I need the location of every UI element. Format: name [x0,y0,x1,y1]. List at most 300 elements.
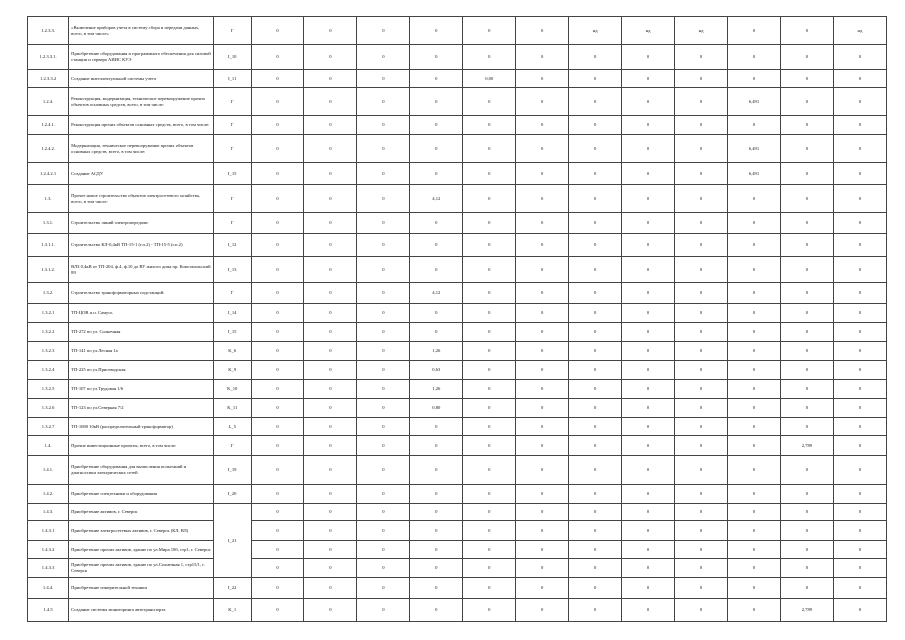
row-code: I_12 [213,234,251,257]
row-number: 1.4.4. [28,578,69,599]
value-cell: 0 [463,163,516,185]
value-cell: 0 [675,559,728,578]
row-code-merged: I_21 [213,504,251,578]
value-cell: 0 [675,399,728,418]
value-cell: 0 [251,342,304,361]
value-cell: 0 [622,342,675,361]
value-cell: 0 [410,456,463,485]
value-cell: 0 [780,380,833,399]
value-cell: 0 [516,559,569,578]
row-name: Строительство КЛ-0,4кВ ТП-15-1 (г.п.2) - ТП-15-5 (г.п.2) [69,234,214,257]
value-cell: 0 [622,185,675,213]
table-row [28,436,887,456]
value-cell: 0 [251,485,304,504]
value-cell: 0 [251,135,304,163]
value-cell: 0 [622,70,675,88]
row-name: Приобретение электросетевых активов, г. Северск (КЛ, ВЛ) [69,521,214,541]
value-cell: 0 [304,380,357,399]
value-cell: 0 [410,559,463,578]
value-cell: 0 [675,342,728,361]
value-cell: 0 [463,283,516,304]
row-name: «Включение приборов учета в систему сбора и передачи данных, всего, в том числе» [69,17,214,45]
row-number: 1.4.3.3 [28,559,69,578]
value-cell: 0 [357,541,410,559]
row-name: Строительство линий электропередачи: [69,213,214,234]
value-cell: 0 [780,234,833,257]
value-cell: 0 [780,17,833,45]
table-row [28,17,887,45]
value-cell: 0 [727,17,780,45]
value-cell: 0 [780,399,833,418]
value-cell: 0 [833,521,886,541]
value-cell: 0 [463,380,516,399]
row-number: 1.4.3.2 [28,541,69,559]
value-cell: 0 [251,185,304,213]
value-cell: 0 [463,116,516,135]
value-cell: 0 [304,599,357,622]
value-cell: 0 [622,135,675,163]
row-name: ТП-123 по ул.Северная 7/2 [69,399,214,418]
row-code: I_15 [213,163,251,185]
value-cell: 0 [251,257,304,283]
row-code: I_11 [213,70,251,88]
value-cell: 0 [410,116,463,135]
value-cell: 0 [357,185,410,213]
value-cell: 0 [833,418,886,436]
value-cell: 0 [727,257,780,283]
table-row [28,380,887,399]
row-number: 1.2.4.2.1 [28,163,69,185]
value-cell: 0 [251,88,304,116]
value-cell: 0 [833,185,886,213]
value-cell: 0 [780,135,833,163]
value-cell: 0 [780,541,833,559]
value-cell: 0 [780,70,833,88]
row-name: ТП-141 по ул.Лесная 1а [69,342,214,361]
table-row [28,213,887,234]
value-cell: 0 [727,70,780,88]
value-cell: 0 [251,213,304,234]
value-cell: 0 [727,504,780,521]
value-cell: 0 [622,283,675,304]
value-cell: 4,12 [410,185,463,213]
value-cell: 0 [833,361,886,380]
value-cell: 0 [516,380,569,399]
row-code: Г [213,135,251,163]
table-row [28,116,887,135]
value-cell: 0 [833,541,886,559]
value-cell: 0 [251,599,304,622]
row-code: L_5 [213,418,251,436]
value-cell: 0 [304,135,357,163]
table-row [28,485,887,504]
value-cell: 0 [251,70,304,88]
value-cell: 0 [569,456,622,485]
value-cell: 0 [357,213,410,234]
value-cell: 0 [304,323,357,342]
value-cell: 0 [304,304,357,323]
value-cell: 0 [622,380,675,399]
value-cell: 0 [410,504,463,521]
row-number: 1.3.1.2. [28,257,69,283]
value-cell: 0 [516,399,569,418]
value-cell: 0 [516,361,569,380]
value-cell: 0 [727,521,780,541]
row-name: Приобретение прочих активов, здание по ул.Солнечная 1, стр15/1, г. Северск [69,559,214,578]
value-cell: 0 [675,304,728,323]
value-cell: 0 [516,304,569,323]
value-cell: 0 [357,342,410,361]
value-cell: 0 [516,578,569,599]
value-cell: 0 [569,185,622,213]
value-cell: 0 [410,436,463,456]
value-cell: 0 [357,399,410,418]
value-cell: 0 [304,361,357,380]
row-number: 1.4.5 [28,599,69,622]
row-code: I_10 [213,45,251,70]
value-cell: 0 [516,485,569,504]
value-cell: 0 [463,399,516,418]
value-cell: 0 [780,185,833,213]
value-cell: 0 [675,70,728,88]
value-cell: 0 [410,88,463,116]
row-name: Создание АСДУ [69,163,214,185]
table-row [28,234,887,257]
row-name: ТП-107 по ул.Трудовая 1/6 [69,380,214,399]
row-code: Г [213,116,251,135]
table-row [28,541,887,559]
row-code: I_19 [213,456,251,485]
value-cell: 0 [622,436,675,456]
value-cell: 0 [569,116,622,135]
row-code: K_11 [213,399,251,418]
row-code: Г [213,283,251,304]
value-cell: 0 [727,380,780,399]
value-cell: 0 [251,304,304,323]
value-cell: 0 [727,436,780,456]
row-name: Приобретение активов, г. Северск [69,504,214,521]
row-code: K_10 [213,380,251,399]
value-cell: 0 [463,578,516,599]
value-cell: 2,789 [780,599,833,622]
value-cell: 0 [780,257,833,283]
value-cell: 0 [780,283,833,304]
value-cell: 0 [675,418,728,436]
value-cell: 0 [727,185,780,213]
value-cell: 0 [569,88,622,116]
value-cell: 0 [569,163,622,185]
value-cell: 0 [410,213,463,234]
value-cell: 0 [463,485,516,504]
value-cell: 0 [304,17,357,45]
row-number: 1.3.2.7 [28,418,69,436]
value-cell: 0 [780,304,833,323]
value-cell: 0 [727,399,780,418]
value-cell: 0 [622,456,675,485]
value-cell: 0 [304,342,357,361]
row-name: ТП-225 по ул.Приозводская [69,361,214,380]
row-code: I_14 [213,304,251,323]
value-cell: 0 [357,521,410,541]
value-cell: 0 [463,45,516,70]
value-cell: 2,789 [780,436,833,456]
value-cell: 0 [833,45,886,70]
value-cell: нд [675,17,728,45]
value-cell: 0 [463,213,516,234]
value-cell: 0 [569,599,622,622]
value-cell: 0 [569,323,622,342]
value-cell: 0 [675,599,728,622]
value-cell: 0 [463,234,516,257]
value-cell: 0 [516,541,569,559]
value-cell: 0 [569,135,622,163]
value-cell: 0 [675,283,728,304]
table-row [28,163,887,185]
value-cell: 0 [357,418,410,436]
value-cell: 0 [357,45,410,70]
value-cell: 0 [463,436,516,456]
row-number: 1.3.2.2 [28,323,69,342]
row-name: Строительство трансформаторных подстанций: [69,283,214,304]
value-cell: 0 [251,17,304,45]
row-number: 1.3.2.4 [28,361,69,380]
value-cell: 0 [675,257,728,283]
value-cell: 0 [463,323,516,342]
value-cell: 0 [304,559,357,578]
value-cell: 0 [357,283,410,304]
value-cell: 0 [780,342,833,361]
value-cell: 0 [780,559,833,578]
row-number: 1.2.3.3.2 [28,70,69,88]
value-cell: 0 [675,185,728,213]
row-code: I_20 [213,485,251,504]
value-cell: 0 [304,163,357,185]
value-cell: 0 [780,323,833,342]
row-code: K_1 [213,599,251,622]
value-cell: 0 [675,88,728,116]
value-cell: 0 [569,541,622,559]
value-cell: 0 [622,578,675,599]
value-cell: 0 [675,541,728,559]
value-cell: 0 [516,135,569,163]
value-cell: 0 [357,599,410,622]
row-number: 1.3.2.5 [28,380,69,399]
value-cell: 0 [780,456,833,485]
row-number: 1.2.3.3. [28,17,69,45]
value-cell: 0 [304,234,357,257]
value-cell: 0 [410,17,463,45]
value-cell: 0 [304,257,357,283]
value-cell: 0 [516,163,569,185]
value-cell: 0 [780,116,833,135]
value-cell: 0 [622,485,675,504]
row-code: I_15 [213,323,251,342]
value-cell: 0 [569,559,622,578]
value-cell: 0 [304,521,357,541]
row-name: Приобретение спецтехники и оборудования [69,485,214,504]
table-row [28,521,887,541]
value-cell: 0 [516,185,569,213]
row-code: I_22 [213,578,251,599]
value-cell: 0 [463,342,516,361]
value-cell: 0 [727,418,780,436]
value-cell: 4,12 [410,283,463,304]
value-cell: 0 [833,380,886,399]
value-cell: 0 [304,45,357,70]
table-row [28,45,887,70]
value-cell: 0 [251,436,304,456]
value-cell: 0 [833,559,886,578]
value-cell: 0 [463,521,516,541]
row-number: 1.2.4.2. [28,135,69,163]
value-cell: 0 [833,234,886,257]
value-cell: 0 [727,361,780,380]
row-number: 1.3.2.6 [28,399,69,418]
table-row [28,504,887,521]
value-cell: 0 [357,70,410,88]
row-code: K_9 [213,361,251,380]
row-number: 1.2.3.3.1. [28,45,69,70]
table-row [28,70,887,88]
row-number: 1.3.1. [28,213,69,234]
value-cell: 0 [251,163,304,185]
value-cell: 0 [516,283,569,304]
table-row [28,599,887,622]
row-name: ТП-1080 10кВ (распределительный трансформатор) [69,418,214,436]
value-cell: 0 [516,323,569,342]
value-cell: 0 [251,521,304,541]
value-cell: 0,63 [410,361,463,380]
value-cell: 0 [833,504,886,521]
value-cell: 0 [833,135,886,163]
value-cell: 0 [251,456,304,485]
row-number: 1.3.2.1 [28,304,69,323]
value-cell: 0 [304,283,357,304]
value-cell: 0 [357,304,410,323]
value-cell: нд [569,17,622,45]
table-row [28,342,887,361]
value-cell: 0 [780,88,833,116]
value-cell: 0 [516,342,569,361]
value-cell: 0 [569,380,622,399]
value-cell: 0 [516,70,569,88]
value-cell: 0 [304,485,357,504]
value-cell: 0 [833,257,886,283]
value-cell: 0 [463,88,516,116]
value-cell: 0 [251,116,304,135]
value-cell: 0 [463,504,516,521]
row-name: Прочие инвестиционные проекты, всего, в том числе: [69,436,214,456]
value-cell: 0 [780,418,833,436]
value-cell: 0 [622,234,675,257]
value-cell: 0,80 [410,399,463,418]
value-cell: 0 [675,521,728,541]
value-cell: 0 [780,361,833,380]
value-cell: 0 [516,88,569,116]
value-cell: 0 [463,456,516,485]
row-number: 1.4. [28,436,69,456]
value-cell: 0 [780,485,833,504]
table-row [28,257,887,283]
row-number: 1.4.2. [28,485,69,504]
value-cell: 0 [727,578,780,599]
row-name: Реконструкция, модернизация, техническое перевооружение прочих объектов основных средств, всего, в том числе: [69,88,214,116]
value-cell: 0 [622,257,675,283]
table-row [28,456,887,485]
row-number: 1.3.2. [28,283,69,304]
value-cell: 0 [569,361,622,380]
value-cell: 0 [780,521,833,541]
value-cell: 0 [463,304,516,323]
table-row [28,283,887,304]
value-cell: 0 [357,88,410,116]
value-cell: 0 [675,116,728,135]
value-cell: 0 [410,45,463,70]
value-cell: 0 [304,399,357,418]
value-cell: 0 [622,304,675,323]
value-cell: 0 [410,163,463,185]
value-cell: 0 [304,418,357,436]
value-cell: 0 [569,283,622,304]
row-name: ВЛЗ 0,4кВ от ТП-204, ф.4, ф.10 до ВУ жилого дома пр. Комсомольский 89 [69,257,214,283]
value-cell: 0 [675,213,728,234]
value-cell: 0 [410,323,463,342]
value-cell: 0 [304,504,357,521]
investment-table [27,16,887,622]
row-name: Модернизация, техническое перевооружение прочих объектов основных средств, всего, в том числе: [69,135,214,163]
value-cell: 0 [251,234,304,257]
value-cell: 0 [410,135,463,163]
value-cell: 0 [410,418,463,436]
row-number: 1.4.1. [28,456,69,485]
value-cell: 0 [727,599,780,622]
value-cell: 0 [727,342,780,361]
value-cell: 0 [833,116,886,135]
value-cell: 0 [675,361,728,380]
value-cell: 0 [622,163,675,185]
value-cell: 0 [463,17,516,45]
value-cell: 0 [251,578,304,599]
value-cell: 0 [727,213,780,234]
value-cell: 0 [569,342,622,361]
value-cell: 0 [357,234,410,257]
value-cell: 0 [780,578,833,599]
row-name: Приобретение оборудования для вычисления испытаний и диагностики электрических сетей [69,456,214,485]
value-cell: 0 [622,399,675,418]
value-cell: 0 [569,234,622,257]
value-cell: 0 [622,521,675,541]
value-cell: 0 [622,361,675,380]
value-cell: 0 [463,185,516,213]
row-name: Создание интеллектуальной системы учета [69,70,214,88]
value-cell: 0 [516,234,569,257]
row-number: 1.2.4. [28,88,69,116]
value-cell: 0 [251,283,304,304]
table-row [28,418,887,436]
value-cell: 0 [463,418,516,436]
value-cell: 0 [833,304,886,323]
value-cell: 0 [622,504,675,521]
value-cell: 0 [251,399,304,418]
value-cell: 0 [357,361,410,380]
value-cell: 0 [304,70,357,88]
value-cell: 0 [516,116,569,135]
row-code: K_6 [213,342,251,361]
value-cell: 0 [357,456,410,485]
value-cell: 6,491 [727,163,780,185]
value-cell: 0 [675,234,728,257]
value-cell: 0 [357,559,410,578]
